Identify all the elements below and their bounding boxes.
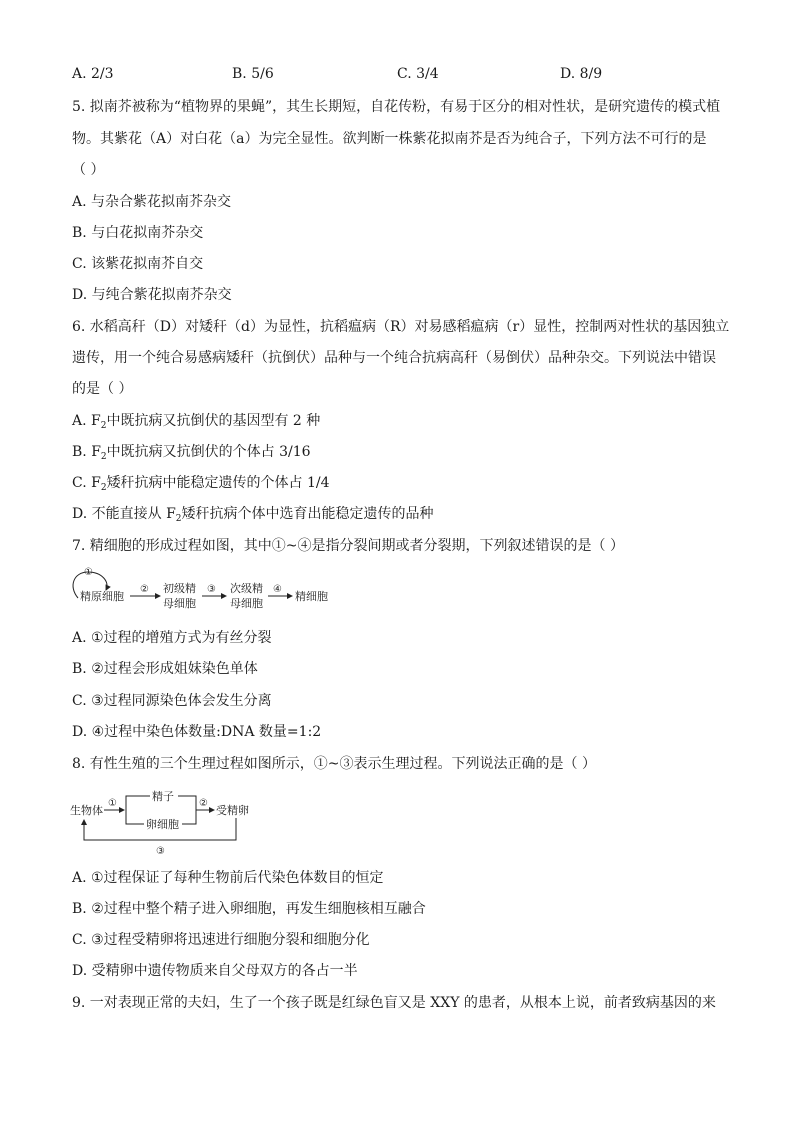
label-sperm: 精子	[152, 790, 174, 803]
q5-stem-line-1: 5. 拟南芥被称为“植物界的果蝇”，其生长期短，自花传粉，有易于区分的相对性状，是研究遗传的模式植	[72, 99, 721, 115]
q8-option-d: D. 受精卵中遗传物质来自父母双方的各占一半	[72, 963, 358, 979]
q4-option-c: C. 3/4	[397, 66, 439, 82]
q7-option-d: D. ④过程中染色体数量:DNA 数量=1:2	[72, 724, 322, 740]
label-step-3: ③	[156, 846, 165, 856]
q6-option-d: D. 不能直接从 $F_2$矮秆抗病个体中选育出能稳定遗传的品种	[72, 506, 434, 524]
label-spermatogonium: 精原细胞	[80, 590, 124, 603]
label-primary-spermatocyte-2: 母细胞	[163, 597, 196, 610]
sexual-reproduction-diagram	[68, 784, 258, 856]
q5-stem-line-2: 物。其紫花（A）对白花（a）为完全显性。欲判断一株紫花拟南芥是否为纯合子，下列方法不可行的是	[72, 131, 707, 147]
label-step-1: ①	[84, 567, 93, 578]
label-step-2: ②	[140, 584, 149, 595]
q8-stem: 8. 有性生殖的三个生理过程如图所示，①~③表示生理过程。下列说法正确的是（ ）	[72, 756, 596, 772]
q6-stem-line-1: 6. 水稻高秆（D）对矮秆（d）为显性，抗稻瘟病（R）对易感稻瘟病（r）显性，控制两对性状的基因独立	[72, 319, 730, 335]
q5-option-d: D. 与纯合紫花拟南芥杂交	[72, 287, 232, 303]
q7-option-a: A. ①过程的增殖方式为有丝分裂	[72, 630, 272, 646]
q4-options	[72, 66, 722, 86]
label-step-3: ③	[207, 584, 216, 595]
q8-option-b: B. ②过程中整个精子进入卵细胞，再发生细胞核相互融合	[72, 901, 426, 917]
q4-option-a: A. 2/3	[72, 66, 114, 82]
q4-option-b: B. 5/6	[232, 66, 274, 82]
q7-option-b: B. ②过程会形成姐妹染色单体	[72, 661, 258, 677]
q6-option-c: C. $F_2$矮秆抗病中能稳定遗传的个体占 1/4	[72, 475, 330, 493]
label-step-4: ④	[273, 584, 282, 595]
q5-option-a: A. 与杂合紫花拟南芥杂交	[72, 194, 232, 210]
label-secondary-spermatocyte-1: 次级精	[230, 582, 263, 595]
q5-option-b: B. 与白花拟南芥杂交	[72, 225, 204, 241]
spermatogenesis-diagram	[68, 564, 338, 616]
q5-stem-line-3: （ ）	[72, 162, 105, 178]
q6-option-b: B. $F_2$中既抗病又抗倒伏的个体占 3/16	[72, 444, 311, 462]
q6-stem-line-2: 遗传，用一个纯合易感病矮秆（抗倒伏）品种与一个纯合抗病高秆（易倒伏）品种杂交。下列说法中错误	[72, 350, 716, 366]
q6-stem-line-3: 的是（ ）	[72, 381, 133, 397]
q6-option-a: A. $F_2$中既抗病又抗倒伏的基因型有 2 种	[72, 413, 321, 431]
q4-option-d: D. 8/9	[560, 66, 603, 82]
q5-option-c: C. 该紫花拟南芥自交	[72, 256, 204, 272]
label-organism: 生物体	[70, 804, 103, 817]
label-step-1: ①	[108, 798, 117, 809]
label-step-2: ②	[199, 798, 208, 809]
label-sperm-cell: 精细胞	[295, 590, 328, 603]
q7-option-c: C. ③过程同源染色体会发生分离	[72, 693, 272, 709]
q9-stem-line-1: 9. 一对表现正常的夫妇，生了一个孩子既是红绿色盲又是 XXY 的患者，从根本上说，前者致病基因的来	[72, 995, 716, 1011]
q8-option-a: A. ①过程保证了每种生物前后代染色体数目的恒定	[72, 870, 384, 886]
label-secondary-spermatocyte-2: 母细胞	[230, 597, 263, 610]
label-egg: 卵细胞	[146, 818, 179, 831]
label-primary-spermatocyte-1: 初级精	[163, 582, 196, 595]
q8-option-c: C. ③过程受精卵将迅速进行细胞分裂和细胞分化	[72, 932, 370, 948]
q7-stem: 7. 精细胞的形成过程如图，其中①~④是指分裂间期或者分裂期，下列叙述错误的是（ ）	[72, 538, 624, 554]
label-zygote: 受精卵	[216, 804, 249, 817]
